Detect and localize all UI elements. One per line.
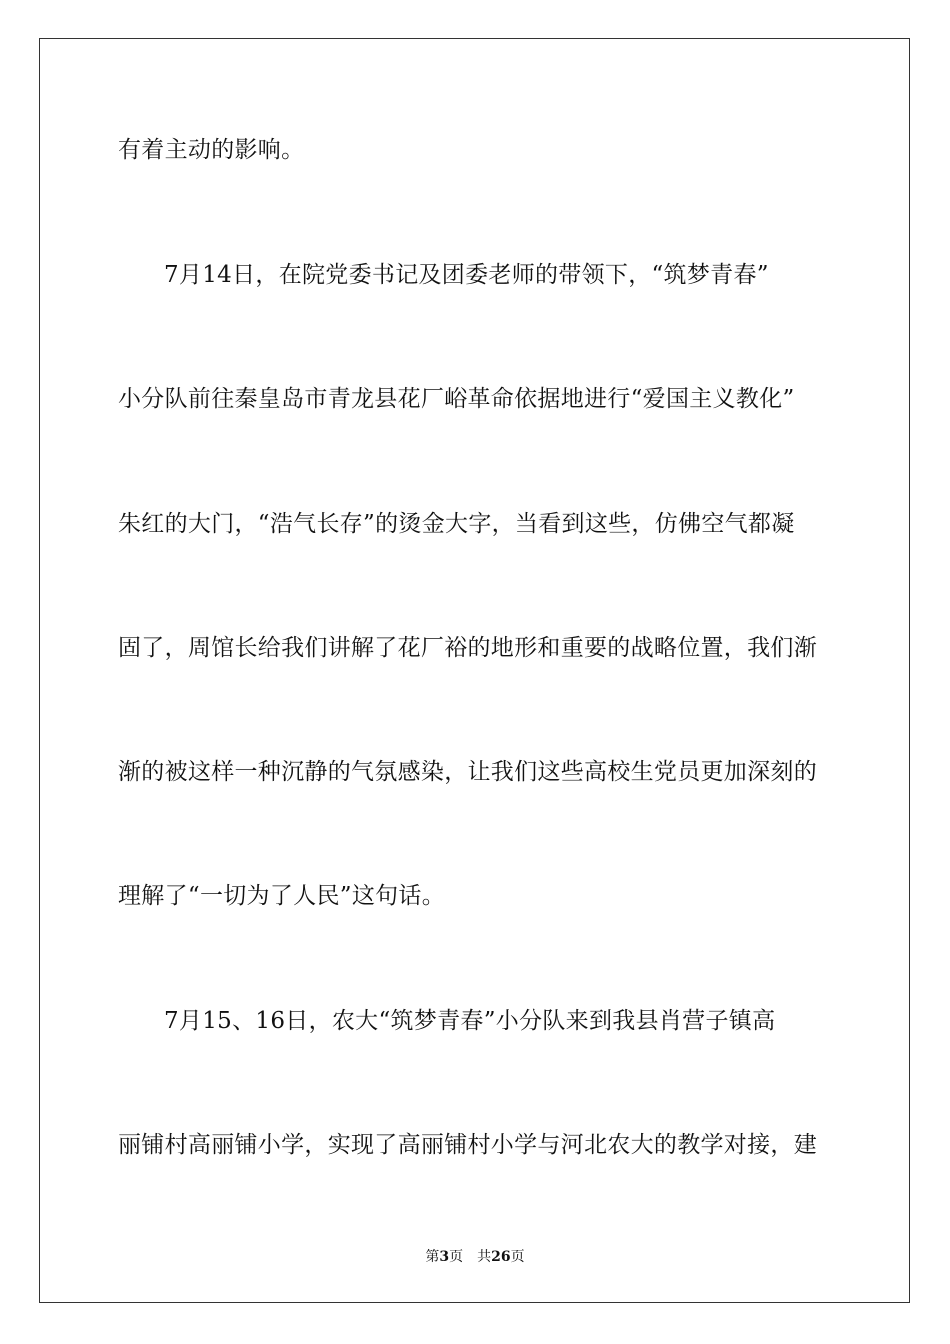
page-border [39,38,910,1303]
total-prefix: 共 [477,1249,492,1265]
text-line-2: 7月14日，在院党委书记及团委老师的带领下，“筑梦青春” [164,262,769,288]
text-line-5: 固了，周馆长给我们讲解了花厂裕的地形和重要的战略位置，我们渐 [118,635,817,661]
text-line-7: 理解了“一切为了人民”这句话。 [118,883,446,909]
page-prefix: 第 [425,1249,440,1265]
page-footer [0,1248,950,1266]
text-line-8: 7月15、16日，农大“筑梦青春”小分队来到我县肖营子镇高 [164,1008,776,1034]
text-line-6: 渐的被这样一种沉静的气氛感染，让我们这些高校生党员更加深刻的 [118,759,817,785]
text-line-9: 丽铺村高丽铺小学，实现了高丽铺村小学与河北农大的教学对接，建 [118,1132,817,1158]
total-pages: 26 [491,1249,511,1265]
total-suffix: 页 [510,1249,525,1265]
text-line-4: 朱红的大门，“浩气长存”的烫金大字，当看到这些，仿佛空气都凝 [118,511,795,537]
text-line-1: 有着主动的影响。 [118,137,305,163]
text-line-3: 小分队前往秦皇岛市青龙县花厂峪革命依据地进行“爱国主义教化” [118,386,795,412]
page-number: 3 [439,1249,450,1265]
page-suffix: 页 [449,1249,464,1265]
